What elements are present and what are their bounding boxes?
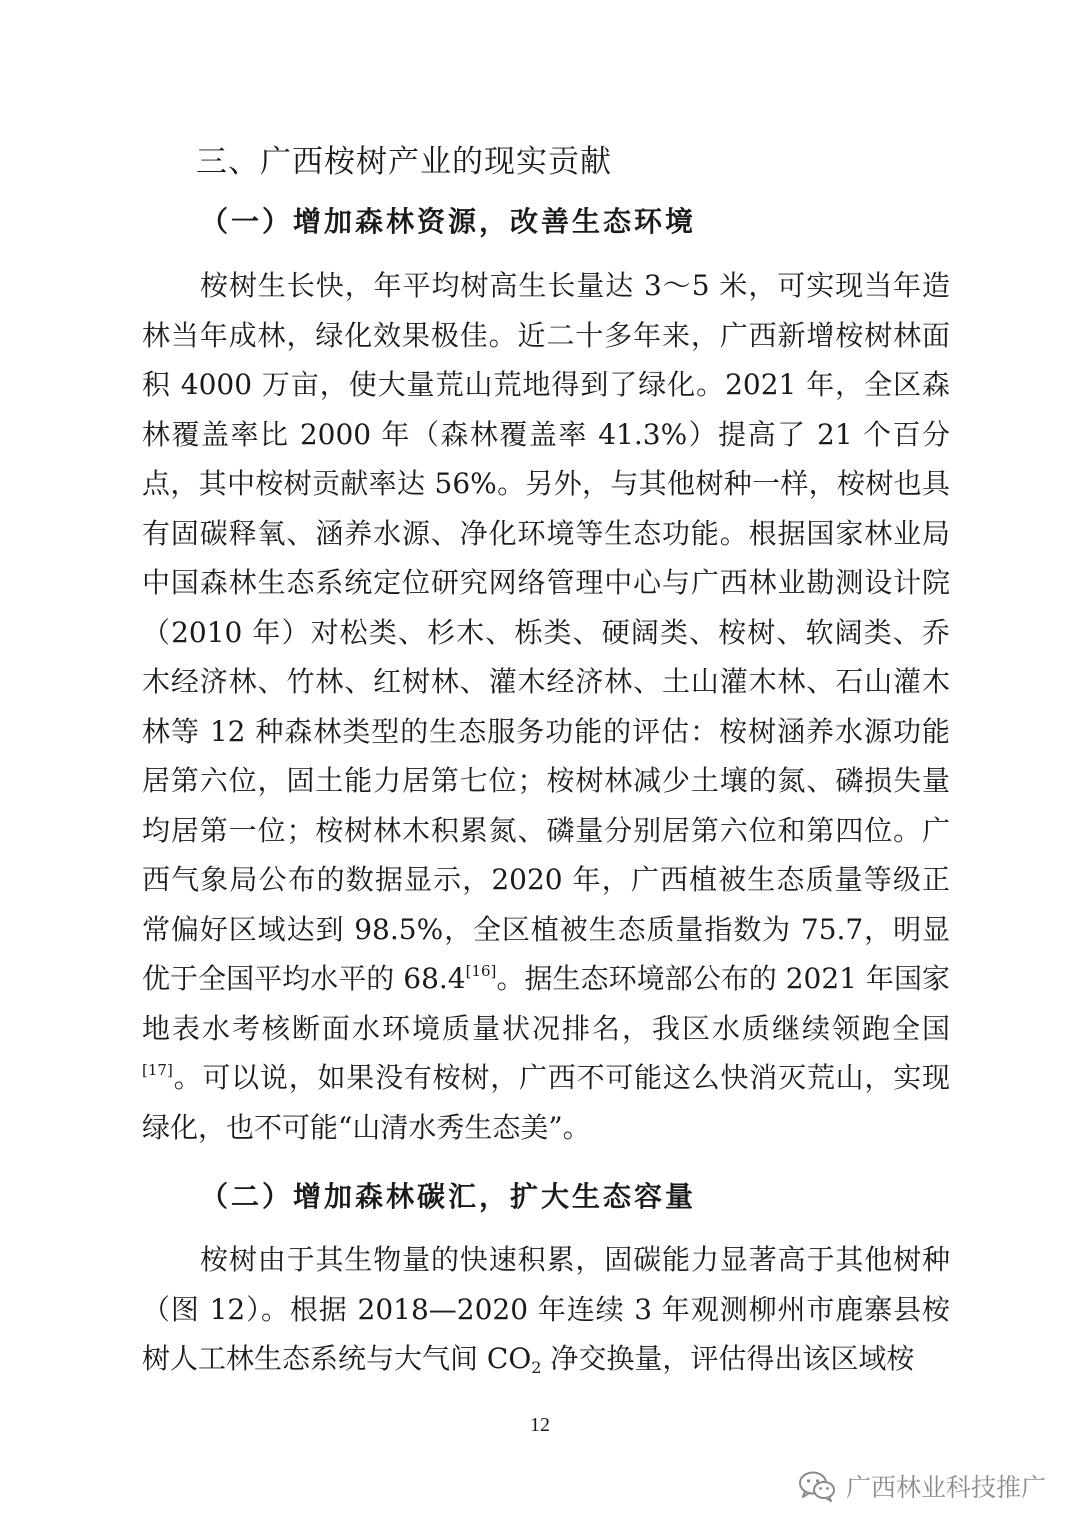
watermark-text: 广西林业科技推广: [845, 1473, 1046, 1502]
wechat-icon: [798, 1470, 836, 1502]
paragraph-text: 桉树由于其生物量的快速积累，固碳能力显著高于其他树种（图 12）。根据 2018—2020 年连续 3 年观测柳州市鹿寨县桉树人工林生态系统与大气间 CO: [142, 1243, 950, 1375]
watermark: [798, 1466, 1046, 1506]
paragraph-text: 。据生态环境部公布的 2021 年国家地表水考核断面水环境质量状况排名，我区水质继续领跑全国: [142, 962, 951, 1045]
paragraph-text: 净交换量，评估得出该区域桉: [541, 1342, 915, 1375]
page-number: 12: [530, 1414, 550, 1436]
citation-reference: [16]: [465, 962, 497, 980]
section-heading: 三、广西桉树产业的现实贡献: [196, 144, 612, 180]
chemical-subscript: 2: [531, 1358, 542, 1377]
body-paragraph-2: [142, 1235, 950, 1384]
paragraph-text: 。可以说，如果没有桉树，广西不可能这么快消灭荒山，实现绿化，也不可能“山清水秀生态美”。: [142, 1061, 950, 1144]
subsection-heading-2: （二）增加森林碳汇，扩大生态容量: [200, 1180, 697, 1213]
citation-reference: [17]: [142, 1061, 173, 1079]
body-paragraph-1: [142, 261, 950, 1152]
paragraph-text: 桉树生长快，年平均树高生长量达 3～5 米，可实现当年造林当年成林，绿化效果极佳。近二十多年来，广西新增桉树林面积 4000 万亩，使大量荒山荒地得到了绿化。2021 年，全区森林覆盖率比 2000 年（森林覆盖率 41.3%）提高了 21 个百分点，其中桉树贡献率达 56%。另外，与其他树种一样，桉树也具有固碳释氧、涵养水源、净化环境等生态功能。根据国家林业局中国森林生态系统定位研究网络管理中心与广西林业勘测设计院（2010 年）对松类、杉木、栎类、硬阔类、桉树、软阔类、乔木经济林、竹林、红树林、灌木经济林、土山灌木林、石山灌木林等 12 种森林类型的生态服务功能的评估：桉树涵养水源功能居第六位，固土能力居第七位；桉树林减少土壤的氮、磷损失量均居第一位；桉树林木积累氮、磷量分别居第六位和第四位。广西气象局公布的数据显示，2020 年，广西植被生态质量等级正常偏好区域达到 98.5%，全区植被生态质量指数为 75.7，明显优于全国平均水平的 68.4: [142, 269, 950, 995]
subsection-heading-1: （一）增加森林资源，改善生态环境: [200, 205, 697, 238]
